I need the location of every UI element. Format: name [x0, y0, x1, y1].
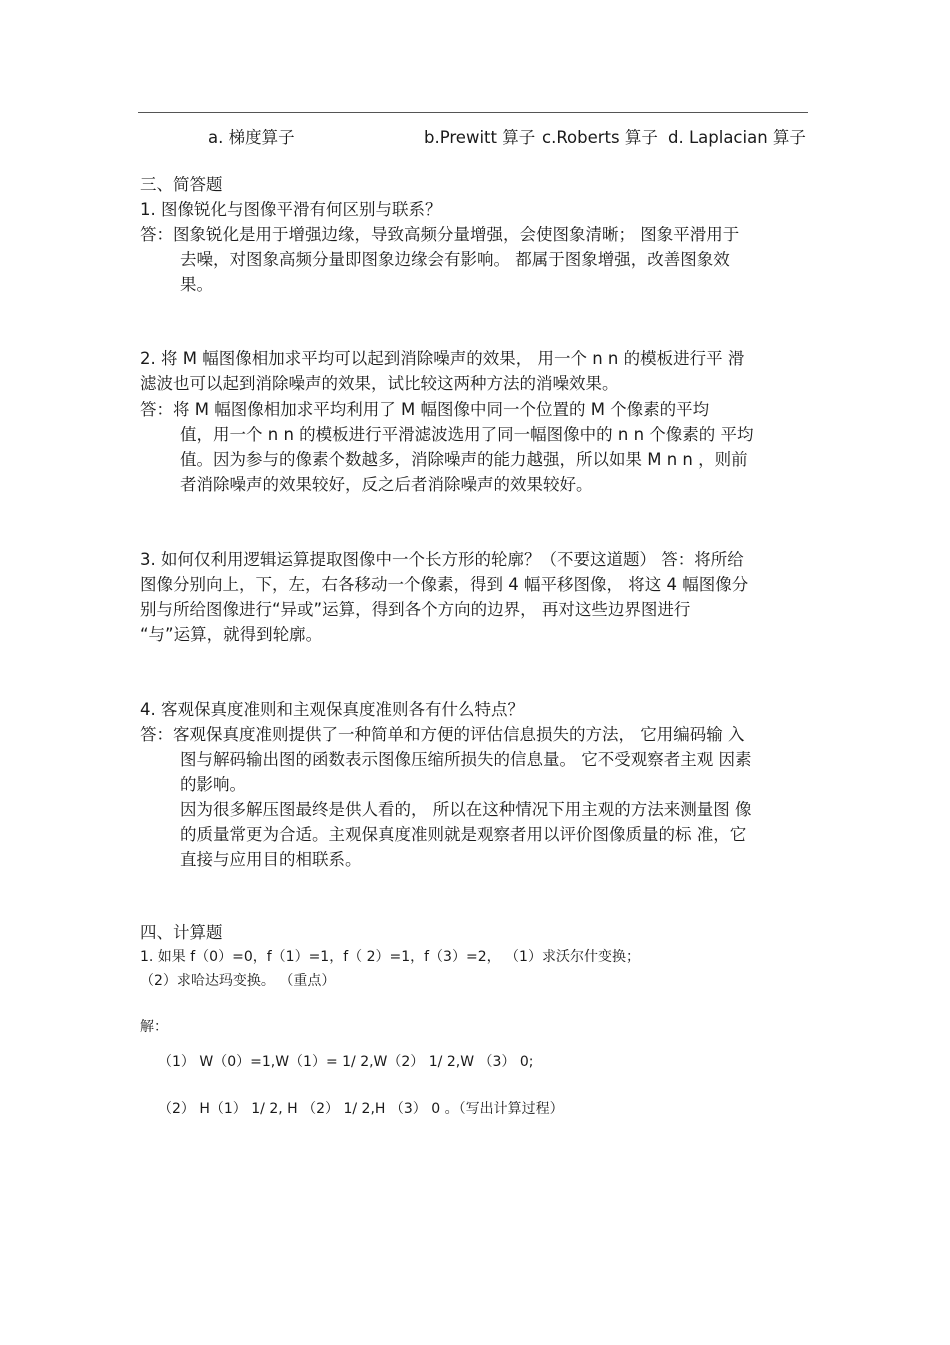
question-4: 4. 客观保真度准则和主观保真度准则各有什么特点？: [140, 700, 524, 719]
answer-4-line: 的质量常更为合适。主观保真度准则就是观察者用以评价图像质量的标 准，它: [180, 825, 747, 844]
answer-1-line: 去噪，对图象高频分量即图象边缘会有影响。 都属于图象增强，改善图象效: [180, 250, 730, 269]
answer-1-line: 果。: [180, 275, 213, 294]
answer-2-line: 值。因为参与的像素个数越多，消除噪声的能力越强，所以如果 M n n ，则前: [180, 450, 748, 469]
answer-4-line: 因为很多解压图最终是供人看的， 所以在这种情况下用主观的方法来测量图 像: [180, 800, 752, 819]
question-2-line: 2. 将 M 幅图像相加求平均可以起到消除噪声的效果， 用一个 n n 的模板进行平 滑: [140, 349, 745, 368]
section-heading-short-answer: 三、简答题: [140, 175, 223, 194]
answer-2-line: 值，用一个 n n 的模板进行平滑滤波选用了同一幅图像中的 n n 个像素的 平均: [180, 425, 754, 444]
question-1: 1. 图像锐化与图像平滑有何区别与联系？: [140, 200, 442, 219]
solution-line: （1） W（0）=1,W（1）= 1/ 2,W（2） 1/ 2,W （3） 0;: [158, 1054, 534, 1070]
answer-1-line: 答：图象锐化是用于增强边缘，导致高频分量增强，会使图象清晰； 图象平滑用于: [140, 225, 740, 244]
option-d: d. Laplacian 算子: [668, 128, 806, 147]
calc-question-line: 1. 如果 f（0）=0，f（1）=1，f（ 2）=1，f（3）=2， （1）求沃尔什变换；: [140, 949, 640, 965]
answer-4-line: 直接与应用目的相联系。: [180, 850, 362, 869]
option-a: a. 梯度算子: [208, 128, 295, 147]
answer-4-line: 答：客观保真度准则提供了一种简单和方便的评估信息损失的方法， 它用编码输 入: [140, 725, 745, 744]
section-heading-calculation: 四、计算题: [140, 923, 223, 942]
answer-4-line: 的影响。: [180, 775, 246, 794]
question-2-line: 滤波也可以起到消除噪声的效果，试比较这两种方法的消噪效果。: [140, 374, 619, 393]
answer-4-line: 图与解码输出图的函数表示图像压缩所损失的信息量。 它不受观察者主观 因素: [180, 750, 752, 769]
option-b: b.Prewitt 算子: [424, 128, 536, 147]
calc-question-line: （2）求哈达玛变换。 （重点）: [140, 973, 336, 989]
answer-2-line: 者消除噪声的效果较好，反之后者消除噪声的效果较好。: [180, 475, 593, 494]
solution-label: 解：: [140, 1019, 168, 1035]
question-3-line: 3. 如何仅利用逻辑运算提取图像中一个长方形的轮廓？（不要这道题） 答：将所给: [140, 550, 744, 569]
question-3-line: 图像分别向上，下，左，右各移动一个像素，得到 4 幅平移图像， 将这 4 幅图像分: [140, 575, 749, 594]
question-3-line: 别与所给图像进行“异或”运算，得到各个方向的边界， 再对这些边界图进行: [140, 600, 691, 619]
option-c: c.Roberts 算子: [542, 128, 658, 147]
header-rule: [138, 112, 808, 113]
answer-2-line: 答：将 M 幅图像相加求平均利用了 M 幅图像中同一个位置的 M 个像素的平均: [140, 400, 710, 419]
solution-line: （2） H（1） 1/ 2, H （2） 1/ 2,H （3） 0 。（写出计算过程）: [158, 1101, 564, 1117]
question-3-line: “与”运算，就得到轮廓。: [140, 625, 323, 644]
